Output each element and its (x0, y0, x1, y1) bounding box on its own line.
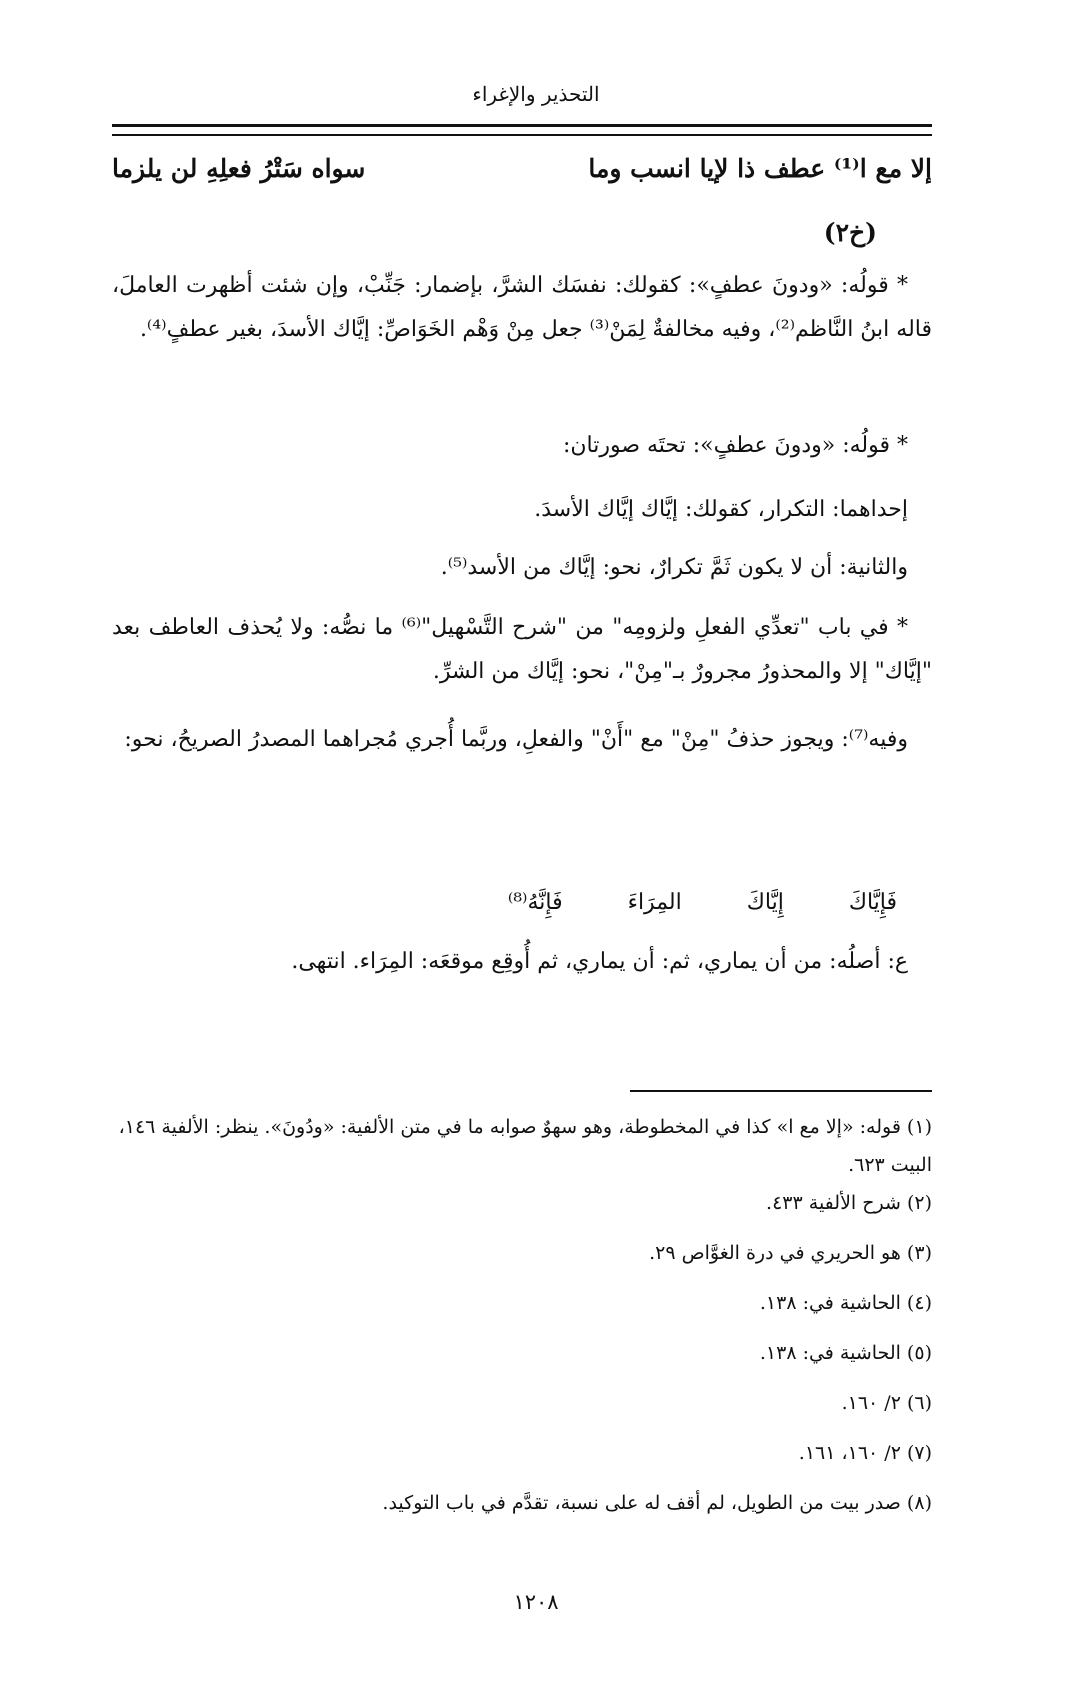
running-header: التحذير والإغراء (472, 82, 600, 106)
paragraph-5: * في باب "تعدِّي الفعلِ ولزومِه" من "شرح التَّسْهيل"⁽⁶⁾ ما نصُّه: ولا يُحذف العاطف بعد "إيَّاك" إلا والمحذورُ مجرورٌ بـ"مِنْ"، نحو: إيَّاك من الشرِّ. (112, 615, 932, 684)
header-rule-thick (112, 124, 932, 127)
paragraph-3: إحداهما: التكرار، كقولك: إيَّاك إيَّاك الأسدَ. (534, 497, 908, 522)
paragraph-2: * قولُه: «ودونَ عطفٍ»: تحتَه صورتان: (562, 433, 908, 458)
poem-hemistich (450, 890, 897, 915)
footnote-1: (١) قوله: «إلا مع ا» كذا في المخطوطة، وهو سهوٌ صوابه ما في متن الألفية: «ودُونَ». ينظر: الألفية ١٤٦، البيت ٦٢٣. (118, 1116, 932, 1176)
paragraph-7: ع: أصلُه: من أن يماري، ثم: أن يماري، ثم أُوقِع موقعَه: المِرَاء. انتهى. (291, 949, 908, 974)
footnote-4: (٤) الحاشية في: ١٣٨. (759, 1292, 932, 1314)
verse-first-hemistich: إلا مع ا⁽¹⁾ عطف ذا لإيا انسب وما (588, 154, 932, 183)
poem-word-1: فَإِيَّاكَ (848, 890, 897, 915)
footnote-7: (٧) ٢/ ١٦٠، ١٦١. (798, 1442, 932, 1464)
footnote-6: (٦) ٢/ ١٦٠. (841, 1392, 932, 1414)
verse-line (112, 154, 932, 204)
verse-second-hemistich: سواه سَتْرُ فعلِهِ لن يلزما (112, 154, 366, 183)
paragraph-6: وفيه⁽⁷⁾: ويجوز حذفُ "مِنْ" مع "أَنْ" والفعلِ، وربَّما أُجري مُجراهما المصدرُ الصريحُ، نحو: (124, 727, 908, 752)
poem-word-2: إِيَّاكَ (746, 890, 784, 915)
poem-word-3: المِرَاءَ (627, 890, 682, 915)
paragraph-4: والثانية: أن لا يكون ثَمَّ تكرارٌ، نحو: إيَّاك من الأسد⁽⁵⁾. (440, 555, 908, 580)
footnote-2: (٢) شرح الألفية ٤٣٣. (766, 1192, 932, 1214)
footnote-separator (630, 1090, 932, 1092)
footnote-8: (٨) صدر بيت من الطويل، لم أقف له على نسبة، تقدَّم في باب التوكيد. (382, 1492, 932, 1514)
footnote-5: (٥) الحاشية في: ١٣٨. (759, 1342, 932, 1364)
footnote-3: (٣) هو الحريري في درة الغوَّاص ٢٩. (649, 1242, 932, 1264)
verse-manuscript-code: (خ٢) (823, 218, 877, 247)
paragraph-1: * قولُه: «ودونَ عطفٍ»: كقولك: نفسَك الشرَّ، بإضمار: جَنِّبْ، وإن شئت أظهرت العاملَ، قاله ابنُ النَّاظم⁽²⁾، وفيه مخالفةٌ لِمَنْ⁽³⁾ جعل مِنْ وَهْم الخَوَاصِّ: إيَّاك الأسدَ، بغير عطفٍ⁽⁴⁾. (112, 273, 932, 342)
header-rule-thin (112, 134, 932, 136)
page-number: ١٢٠٨ (513, 1590, 559, 1614)
poem-word-4: فَإِنَّهُ⁽⁸⁾ (507, 890, 563, 915)
